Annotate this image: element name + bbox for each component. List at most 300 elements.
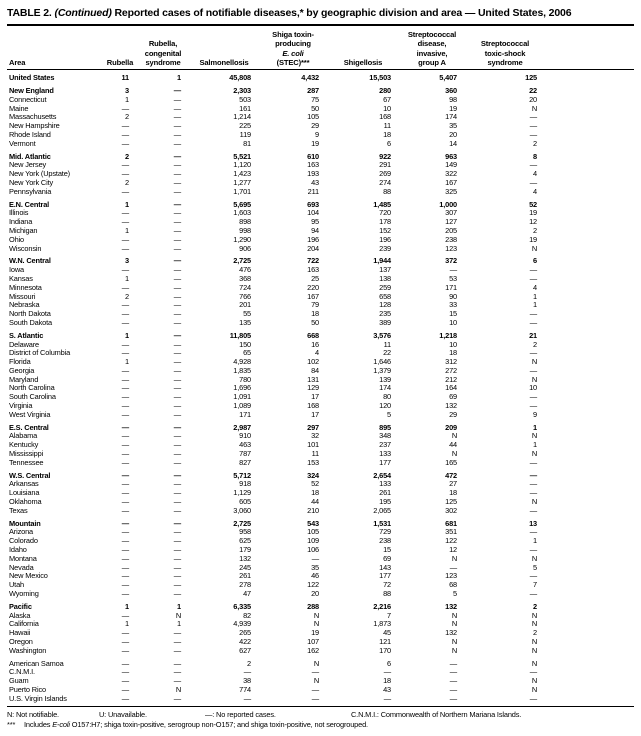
footnote-legend (7, 710, 634, 720)
spacer-cell (545, 480, 634, 489)
cell-rubella: — (121, 562, 129, 572)
cell-strep-toxic-shock: N (531, 684, 537, 694)
spacer-cell (545, 468, 634, 481)
spacer-cell (545, 319, 634, 328)
table-title (7, 5, 634, 26)
table-row (7, 83, 634, 96)
cell-strep-toxic-shock: — (529, 265, 537, 275)
cell-stec: 18 (311, 309, 319, 319)
cell-stec: 4,432 (301, 73, 319, 83)
spacer-cell (545, 236, 634, 245)
cell-rubella-congenital-syndrome: — (173, 217, 181, 227)
cell-rubella-congenital-syndrome: — (173, 103, 181, 113)
cell-rubella: — (121, 505, 129, 515)
cell-stec: 610 (307, 151, 319, 161)
cell-salmonellosis: 1,091 (233, 392, 251, 402)
table-row (7, 564, 634, 573)
cell-shigellosis: 1,944 (373, 256, 391, 266)
cell-strep-toxic-shock: 21 (529, 330, 537, 340)
spacer-cell (545, 516, 634, 529)
cell-shigellosis: 259 (379, 282, 391, 292)
cell-salmonellosis: 958 (239, 527, 251, 537)
cell-shigellosis: 895 (379, 422, 391, 432)
cell-strep-toxic-shock: — (529, 527, 537, 537)
spacer-cell (545, 686, 634, 695)
spacer-cell (545, 537, 634, 546)
cell-strep-toxic-shock: N (531, 243, 537, 253)
row-label: Iowa (9, 265, 25, 275)
cell-strep-toxic-shock: 20 (529, 94, 537, 104)
cell-strep-invasive-group-a: 171 (445, 282, 457, 292)
row-label: E.S. Central (9, 422, 49, 432)
cell-salmonellosis: 463 (239, 440, 251, 450)
cell-salmonellosis: 4,939 (233, 619, 251, 629)
row-label: Pacific (9, 601, 32, 611)
table-row (7, 319, 634, 328)
row-label: South Carolina (9, 392, 56, 402)
cell-shigellosis: 269 (379, 169, 391, 179)
cell-strep-invasive-group-a: 10 (449, 317, 457, 327)
table-row (7, 393, 634, 402)
row-label: South Dakota (9, 317, 52, 327)
cell-rubella-congenital-syndrome: — (173, 330, 181, 340)
cell-stec: 17 (311, 409, 319, 419)
cell-shigellosis: 235 (379, 309, 391, 319)
spacer-cell (545, 293, 634, 302)
spacer-cell (545, 656, 634, 669)
cell-stec: 50 (311, 103, 319, 113)
cell-shigellosis: 88 (383, 186, 391, 196)
cell-stec: 131 (307, 374, 319, 384)
footnote-stec-post: O157:H7; shiga toxin-positive, serogroup non-O157; and shiga toxin-positive, not serogrouped. (69, 719, 368, 729)
cell-rubella: 1 (125, 601, 129, 611)
cell-strep-invasive-group-a: 12 (449, 545, 457, 555)
spacer-cell (545, 695, 634, 706)
cell-rubella: — (121, 234, 129, 244)
cell-rubella: — (121, 545, 129, 555)
cell-stec: 104 (307, 208, 319, 218)
cell-salmonellosis: 65 (243, 348, 251, 358)
cell-shigellosis: 195 (379, 497, 391, 507)
cell-stec: 153 (307, 457, 319, 467)
cell-rubella: — (121, 645, 129, 655)
cell-stec: 122 (307, 580, 319, 590)
cell-rubella: — (121, 383, 129, 393)
cell-strep-toxic-shock: — (529, 177, 537, 187)
cell-strep-toxic-shock: — (529, 112, 537, 122)
spacer-cell (545, 275, 634, 284)
cell-shigellosis: 133 (379, 479, 391, 489)
cell-rubella-congenital-syndrome: — (173, 580, 181, 590)
cell-strep-toxic-shock: — (529, 488, 537, 498)
spacer-cell (545, 459, 634, 468)
cell-strep-toxic-shock: 22 (529, 85, 537, 95)
spacer-cell (545, 450, 634, 459)
cell-rubella-congenital-syndrome: — (173, 357, 181, 367)
cell-shigellosis: 174 (379, 383, 391, 393)
cell-strep-invasive-group-a: 272 (445, 365, 457, 375)
row-label: Oregon (9, 637, 33, 646)
footnote-cnmi: C.N.M.I.: Commonwealth of Northern Mariana Islands. (351, 709, 522, 719)
row-label: Michigan (9, 225, 38, 235)
cell-strep-invasive-group-a: N (451, 645, 457, 655)
cell-strep-toxic-shock: — (529, 470, 537, 480)
cell-stec: 543 (307, 518, 319, 528)
row-label: Wisconsin (9, 243, 42, 253)
cell-strep-toxic-shock: N (531, 497, 537, 507)
cell-strep-invasive-group-a: 165 (445, 457, 457, 467)
cell-strep-invasive-group-a: 164 (445, 383, 457, 393)
table-row (7, 227, 634, 236)
cell-shigellosis: 120 (379, 401, 391, 411)
cell-salmonellosis: 774 (239, 684, 251, 694)
cell-rubella-congenital-syndrome: — (173, 177, 181, 187)
cell-shigellosis: — (327, 695, 399, 706)
cell-rubella-congenital-syndrome: — (173, 348, 181, 358)
cell-stec: 52 (311, 479, 319, 489)
header-row (7, 27, 634, 70)
cell-salmonellosis: 5,695 (233, 199, 251, 209)
cell-rubella: 2 (125, 177, 129, 187)
column-header-spacer (545, 27, 634, 70)
cell-strep-toxic-shock: 4 (533, 282, 537, 292)
cell-shigellosis: 133 (379, 449, 391, 459)
cell-stec: 324 (307, 470, 319, 480)
row-label: S. Atlantic (9, 330, 44, 340)
cell-shigellosis: 22 (383, 348, 391, 358)
cell-stec: 20 (311, 589, 319, 599)
spacer-cell (545, 507, 634, 516)
cell-strep-invasive-group-a: 44 (449, 440, 457, 450)
table-row (7, 572, 634, 581)
cell-rubella: 2 (125, 151, 129, 161)
cell-rubella: — (121, 553, 129, 563)
cell-shigellosis: 168 (379, 112, 391, 122)
cell-rubella: — (121, 348, 129, 358)
table-row (7, 218, 634, 227)
cell-salmonellosis: 45,808 (229, 73, 251, 83)
cell-salmonellosis: 55 (243, 309, 251, 319)
cell-rubella-congenital-syndrome: — (173, 309, 181, 319)
column-header-salmonellosis: Salmonellosis (189, 27, 259, 70)
row-label: North Dakota (9, 309, 51, 319)
cell-rubella-congenital-syndrome: — (173, 431, 181, 441)
cell-rubella-congenital-syndrome: — (173, 112, 181, 122)
cell-strep-invasive-group-a: 174 (445, 112, 457, 122)
cell-shigellosis: 729 (379, 527, 391, 537)
cell-rubella-congenital-syndrome: 1 (177, 619, 181, 629)
table-row (7, 555, 634, 564)
cell-rubella: 3 (125, 85, 129, 95)
table-row (7, 441, 634, 450)
cell-rubella: 1 (125, 619, 129, 629)
cell-rubella: — (121, 497, 129, 507)
row-label: Wyoming (9, 589, 39, 599)
cell-rubella: 1 (125, 273, 129, 283)
cell-shigellosis: 43 (383, 684, 391, 694)
cell-salmonellosis: 368 (239, 273, 251, 283)
table-row (7, 468, 634, 481)
table-row (7, 310, 634, 319)
cell-rubella-congenital-syndrome: — (173, 518, 181, 528)
cell-rubella: — (121, 317, 129, 327)
cell-strep-toxic-shock: — (529, 365, 537, 375)
cell-strep-invasive-group-a: 681 (445, 518, 457, 528)
table-row (7, 459, 634, 468)
cell-strep-toxic-shock: — (529, 392, 537, 402)
cell-strep-invasive-group-a: 360 (445, 85, 457, 95)
row-label: Kentucky (9, 440, 39, 450)
cell-stec: 16 (311, 339, 319, 349)
spacer-cell (545, 122, 634, 131)
table-row (7, 266, 634, 275)
cell-strep-invasive-group-a: 90 (449, 291, 457, 301)
cell-strep-invasive-group-a: 205 (445, 225, 457, 235)
cell-salmonellosis: 135 (239, 317, 251, 327)
cell-shigellosis: 922 (379, 151, 391, 161)
spacer-cell (545, 668, 634, 677)
cell-stec: N (313, 610, 319, 620)
spacer-cell (545, 96, 634, 105)
cell-strep-toxic-shock: N (531, 553, 537, 563)
cell-rubella-congenital-syndrome: — (173, 392, 181, 402)
cell-rubella-congenital-syndrome: — (173, 234, 181, 244)
spacer-cell (545, 358, 634, 367)
cell-stec: 193 (307, 169, 319, 179)
cell-strep-invasive-group-a: 123 (445, 243, 457, 253)
spacer-cell (545, 284, 634, 293)
spacer-cell (545, 402, 634, 411)
table-row (7, 367, 634, 376)
cell-strep-invasive-group-a: 68 (449, 580, 457, 590)
cell-rubella: — (121, 610, 129, 620)
table-row (7, 677, 634, 686)
cell-strep-toxic-shock: N (531, 658, 537, 668)
table-row (7, 301, 634, 310)
table-row (7, 284, 634, 293)
cell-rubella: 11 (121, 73, 129, 83)
spacer-cell (545, 341, 634, 350)
spacer-cell (545, 227, 634, 236)
cell-strep-invasive-group-a: 123 (445, 571, 457, 581)
table-row (7, 668, 634, 677)
cell-salmonellosis: 898 (239, 217, 251, 227)
table-row (7, 376, 634, 385)
table-row (7, 245, 634, 254)
cell-shigellosis: 128 (379, 300, 391, 310)
table-row (7, 480, 634, 489)
cell-shigellosis: 291 (379, 160, 391, 170)
spacer-cell (545, 411, 634, 420)
cell-strep-invasive-group-a: 53 (449, 273, 457, 283)
cell-rubella-congenital-syndrome: — (173, 422, 181, 432)
spacer-cell (545, 432, 634, 441)
cell-strep-toxic-shock: 7 (533, 580, 537, 590)
row-label: Pennsylvania (9, 186, 52, 196)
cell-rubella: — (121, 409, 129, 419)
cell-strep-toxic-shock: 19 (529, 234, 537, 244)
cell-strep-invasive-group-a: — (449, 658, 457, 668)
cell-rubella-congenital-syndrome: — (137, 695, 189, 706)
spacer-cell (545, 161, 634, 170)
column-header-rubella: Rubella (103, 27, 137, 70)
table-header (7, 27, 634, 70)
cell-strep-invasive-group-a: 125 (445, 497, 457, 507)
cell-shigellosis: 18 (383, 676, 391, 686)
cell-strep-toxic-shock: N (531, 103, 537, 113)
cell-stec: 44 (311, 497, 319, 507)
cell-rubella-congenital-syndrome: — (173, 479, 181, 489)
cell-strep-toxic-shock: 10 (529, 383, 537, 393)
cell-salmonellosis: 422 (239, 637, 251, 646)
cell-rubella-congenital-syndrome: — (173, 273, 181, 283)
cell-salmonellosis: 476 (239, 265, 251, 275)
column-header-area: Area (7, 27, 103, 70)
cell-shigellosis: 658 (379, 291, 391, 301)
spacer-cell (545, 218, 634, 227)
cell-rubella: — (121, 580, 129, 590)
cell-strep-invasive-group-a: 472 (445, 470, 457, 480)
cell-salmonellosis: 4,928 (233, 357, 251, 367)
table-row (7, 612, 634, 621)
cell-rubella: 3 (125, 256, 129, 266)
row-label: Virginia (9, 401, 33, 411)
cell-shigellosis: 69 (383, 553, 391, 563)
cell-strep-invasive-group-a: 307 (445, 208, 457, 218)
table-row (7, 105, 634, 114)
cell-salmonellosis: 5,521 (233, 151, 251, 161)
cell-shigellosis: 389 (379, 317, 391, 327)
cell-strep-invasive-group-a: 5,407 (439, 73, 457, 83)
row-label: Washington (9, 645, 47, 655)
cell-stec: 17 (311, 392, 319, 402)
cell-shigellosis: 121 (379, 637, 391, 646)
cell-salmonellosis: 724 (239, 282, 251, 292)
cell-salmonellosis: 261 (239, 571, 251, 581)
table-row (7, 253, 634, 266)
cell-stec: 19 (311, 138, 319, 148)
cell-strep-toxic-shock: N (531, 374, 537, 384)
spacer-cell (545, 188, 634, 197)
cell-rubella: — (121, 440, 129, 450)
row-label: Utah (9, 580, 25, 590)
spacer-cell (545, 310, 634, 319)
cell-strep-toxic-shock: — (529, 273, 537, 283)
cell-strep-toxic-shock: 2 (533, 628, 537, 638)
cell-stec: 163 (307, 265, 319, 275)
cell-shigellosis: 139 (379, 374, 391, 384)
table-row (7, 498, 634, 507)
cell-rubella-congenital-syndrome: — (173, 562, 181, 572)
table-row (7, 638, 634, 647)
cell-rubella: — (121, 365, 129, 375)
cell-strep-invasive-group-a: — (449, 265, 457, 275)
cell-salmonellosis: 2 (247, 658, 251, 668)
row-label: Ohio (9, 234, 25, 244)
cell-strep-invasive-group-a: 1,000 (439, 199, 457, 209)
cell-salmonellosis: 1,089 (233, 401, 251, 411)
cell-rubella-congenital-syndrome: — (173, 658, 181, 668)
cell-stec: 109 (307, 536, 319, 546)
footnote-stec-pre: Includes (24, 719, 53, 729)
cell-rubella: — (121, 470, 129, 480)
table-footnotes (7, 710, 634, 730)
table-row (7, 170, 634, 179)
row-label: New England (9, 85, 54, 95)
cell-salmonellosis: 171 (239, 409, 251, 419)
cell-rubella: — (121, 265, 129, 275)
spacer-cell (545, 105, 634, 114)
cell-stec: 43 (311, 177, 319, 187)
row-label: North Carolina (9, 383, 55, 393)
cell-salmonellosis: 119 (239, 129, 251, 139)
cell-strep-toxic-shock: 1 (533, 300, 537, 310)
cell-rubella: — (121, 589, 129, 599)
spacer-cell (545, 83, 634, 96)
cell-strep-toxic-shock: 2 (533, 601, 537, 611)
cell-strep-invasive-group-a: 29 (449, 409, 457, 419)
cell-strep-toxic-shock: 4 (533, 169, 537, 179)
cell-stec: 79 (311, 300, 319, 310)
cell-rubella: — (121, 309, 129, 319)
cell-salmonellosis: 1,214 (233, 112, 251, 122)
table-row (7, 209, 634, 218)
cell-stec: 25 (311, 273, 319, 283)
cell-salmonellosis: 766 (239, 291, 251, 301)
cell-shigellosis: 1,646 (373, 357, 391, 367)
cell-stec: 29 (311, 121, 319, 131)
cell-rubella: — (121, 339, 129, 349)
cell-shigellosis: 2,654 (373, 470, 391, 480)
cell-rubella-congenital-syndrome: — (173, 409, 181, 419)
cell-rubella-congenital-syndrome: — (173, 208, 181, 218)
cell-rubella-congenital-syndrome: — (173, 291, 181, 301)
cell-salmonellosis: 503 (239, 94, 251, 104)
cell-strep-toxic-shock: N (531, 610, 537, 620)
cell-salmonellosis: 998 (239, 225, 251, 235)
table-title-label: TABLE 2. (7, 7, 55, 19)
cell-stec: — (311, 684, 319, 694)
row-label: Minnesota (9, 282, 42, 292)
cell-rubella: — (121, 401, 129, 411)
row-label: Georgia (9, 365, 35, 375)
row-label: New Mexico (9, 571, 48, 581)
cell-shigellosis: 15,503 (369, 73, 391, 83)
cell-shigellosis: 6 (387, 138, 391, 148)
cell-strep-toxic-shock: 2 (533, 339, 537, 349)
spacer-cell (545, 349, 634, 358)
cell-shigellosis: 177 (379, 457, 391, 467)
cell-strep-invasive-group-a: 322 (445, 169, 457, 179)
cell-rubella-congenital-syndrome: — (173, 160, 181, 170)
table-row (7, 599, 634, 612)
cell-strep-invasive-group-a: 10 (449, 339, 457, 349)
cell-rubella-congenital-syndrome: — (173, 571, 181, 581)
spacer-cell (545, 170, 634, 179)
cell-strep-invasive-group-a: N (451, 619, 457, 629)
row-label: American Samoa (9, 658, 64, 668)
cell-shigellosis: 67 (383, 94, 391, 104)
cell-salmonellosis: 1,423 (233, 169, 251, 179)
table-row (7, 161, 634, 170)
cell-rubella-congenital-syndrome: — (173, 186, 181, 196)
cell-salmonellosis: 132 (239, 553, 251, 563)
table-row (7, 275, 634, 284)
cell-stec: 46 (311, 571, 319, 581)
cell-stec: 204 (307, 243, 319, 253)
table-row (7, 236, 634, 245)
cell-rubella-congenital-syndrome: — (173, 256, 181, 266)
